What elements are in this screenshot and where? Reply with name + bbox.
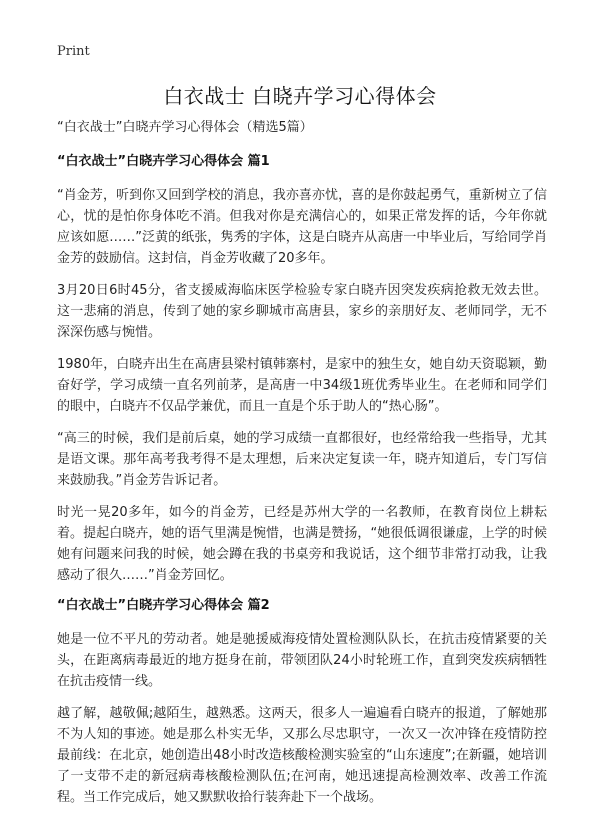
- section-2: [57, 597, 547, 808]
- page-title: 白衣战士 白晓卉学习心得体会: [163, 84, 437, 108]
- paragraph: 3月20日6时45分，省支援威海临床医学检验专家白晓卉因突发疾病抢救无效去世。这一悲痛的消息，传到了她的家乡聊城市高唐县，家乡的亲朋好友、老师同学，无不深深伤感与惋惜。: [57, 283, 547, 340]
- paragraph: 越了解，越敬佩;越陌生，越熟悉。这两天，很多人一遍遍看白晓卉的报道，了解她那不为人知的事迹。她是那么朴实无华，又那么尽忠职守，一次又一次冲锋在疫情防控最前线：在北京，她创造出48小时改造核酸检测实验室的“山东速度”;在新疆，她培训了一支带不走的新冠病毒核酸检测队伍;在河南，她迅速提高检测效率、改善工作流程。当工作完成后，她又默默收拾行装奔赴下一个战场。: [57, 706, 547, 805]
- section-heading: “白衣战士”白晓卉学习心得体会 篇2: [57, 598, 270, 613]
- paragraph: 时光一晃20多年，如今的肖金芳，已经是苏州大学的一名教师，在教育岗位上耕耘着。提起白晓卉，她的语气里满是惋惜，也满是赞扬，“她很低调很谦虚，上学的时候她有问题来问我的时候，她会蹲在我的书桌旁和我说话，这个细节非常打动我，让我感动了很久……”肖金芳回忆。: [57, 505, 547, 583]
- article-body: [57, 119, 547, 819]
- section-heading: “白衣战士”白晓卉学习心得体会 篇1: [57, 154, 270, 169]
- print-link[interactable]: Print: [57, 44, 90, 59]
- paragraph: “肖金芳，听到你又回到学校的消息，我亦喜亦忧，喜的是你鼓起勇气，重新树立了信心，忧的是怕你身体吃不消。但我对你是充满信心的，如果正常发挥的话，今年你就应该如愿……”泛黄的纸张，隽秀的字体，这是白晓卉从高唐一中毕业后，写给同学肖金芳的鼓励信。这封信，肖金芳收藏了20多年。: [57, 188, 547, 266]
- paragraph: “高三的时候，我们是前后桌，她的学习成绩一直都很好，也经常给我一些指导，尤其是语文课。那年高考我考得不是太理想，后来决定复读一年，晓卉知道后，专门写信来鼓励我。”肖金芳告诉记者。: [57, 431, 547, 488]
- article-subtitle: “白衣战士”白晓卉学习心得体会（精选5篇）: [57, 120, 313, 135]
- paragraph: 她是一位不平凡的劳动者。她是驰援威海疫情处置检测队队长，在抗击疫情紧要的关头，在距离病毒最近的地方挺身在前，带领团队24小时轮班工作，直到突发疾病牺牲在抗击疫情一线。: [57, 632, 547, 689]
- section-1: [57, 153, 547, 586]
- paragraph: 1980年，白晓卉出生在高唐县梁村镇韩寨村，是家中的独生女，她自幼天资聪颖，勤奋好学，学习成绩一直名列前茅，是高唐一中34级1班优秀毕业生。在老师和同学们的眼中，白晓卉不仅品学兼优，而且一直是个乐于助人的“热心肠”。: [57, 357, 547, 414]
